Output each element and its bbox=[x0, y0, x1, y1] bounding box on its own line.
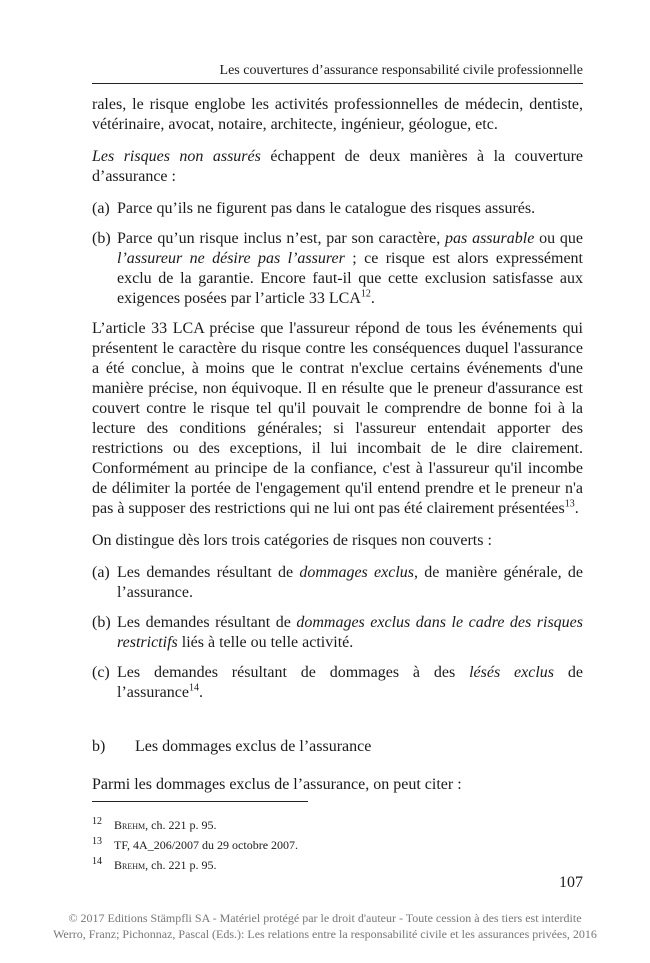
footnote-ref: 13 bbox=[564, 498, 575, 510]
section-heading: b) Les dommages exclus de l’assurance bbox=[92, 738, 372, 755]
paragraph-risques-non-assures: Les risques non assurés échappent de deux manières à la couverture d’assurance : bbox=[92, 148, 584, 185]
footnote: 14 Brehm, ch. 221 p. 95. bbox=[92, 856, 217, 872]
paragraph-categories: On distingue dès lors trois catégories de risques non couverts : bbox=[92, 532, 492, 549]
footnote-ref: 14 bbox=[188, 682, 199, 694]
list-item-b: (b) Parce qu’un risque inclus n’est, par son caractère, pas assurable ou que l’assureur ne désire pas l’assurer ; ce risque est alors expressément exclu de la garantie. Encore faut-il que cette exclusion satisfasse aux exigences posées par l’article 33 LCA$^{12}$. bbox=[92, 230, 584, 307]
list-item-c: (c) Les demandes résultant de dommages à des lésés exclus de l’assurance$^{14}$. bbox=[92, 664, 583, 701]
copyright-line: © 2017 Editions Stämpfli SA - Matériel protégé par le droit d'auteur - Toute cession à des tiers est interdite bbox=[68, 911, 582, 925]
footnote-ref: 12 bbox=[360, 288, 371, 300]
paragraph-continued: rales, le risque englobe les activités professionnelles de médecin, dentiste, vétérinaire, avocat, notaire, architecte, ingénieur, géologue, etc. bbox=[92, 96, 583, 133]
paragraph-dommages-exclus: Parmi les dommages exclus de l’assurance, on peut citer : bbox=[92, 776, 462, 793]
footnote: 12 Brehm, ch. 221 p. 95. bbox=[92, 816, 217, 832]
list-item-a: (a) Parce qu’ils ne figurent pas dans le catalogue des risques assurés. bbox=[92, 200, 536, 217]
footnote: 13 TF, 4A_206/2007 du 29 octobre 2007. bbox=[92, 836, 299, 852]
page-body bbox=[92, 95, 583, 807]
citation-line: Werro, Franz; Pichonnaz, Pascal (Eds.): Les relations entre la responsabilité civile et les assurances privées, 2016 bbox=[53, 927, 597, 941]
paragraph-article-33: L’article 33 LCA précise que l'assureur répond de tous les événements qui présentent le caractère du risque contre les conséquences duquel l'assurance a été conclue, à moins que le contrat n'exclue certains événements d'une manière précise, non équivoque. Il en résulte que le preneur d'assurance est couvert contre le risque tel qu'il pouvait le comprendre de bonne foi à la lecture des conditions générales; si l'assureur entendait apporter des restrictions ou des exceptions, il lui incombait de le dire clairement. Conformément au principe de la confiance, c'est à l'assureur qu'il incombe de délimiter la portée de l'engagement qu'il entend prendre et le preneur n'a pas à supposer des restrictions qui ne lui ont pas été clairement présentées$^{13}$. bbox=[92, 320, 583, 517]
copyright-footer bbox=[0, 910, 650, 942]
footnote-divider bbox=[92, 801, 308, 802]
footnotes bbox=[92, 815, 298, 875]
running-header bbox=[92, 63, 583, 84]
list-item-a: (a) Les demandes résultant de dommages exclus, de manière générale, de l’assurance. bbox=[92, 564, 583, 601]
page-number: 107 bbox=[559, 874, 583, 891]
emphasis-term: Les risques non assurés bbox=[92, 148, 261, 165]
running-title: Les couvertures d’assurance responsabilité civile professionnelle bbox=[219, 63, 583, 78]
list-item-b: (b) Les demandes résultant de dommages exclus dans le cadre des risques restrictifs liés à telle ou telle activité. bbox=[92, 614, 584, 651]
